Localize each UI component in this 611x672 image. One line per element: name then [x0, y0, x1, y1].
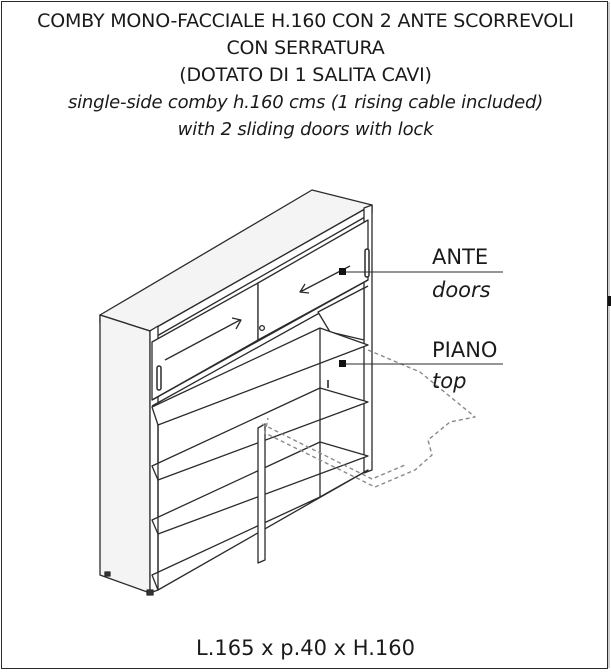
cabinet-foot-back	[105, 572, 110, 576]
cabinet-foot-left	[147, 590, 153, 595]
doors-label-italian: ANTE	[432, 245, 489, 269]
doors-callout-marker	[339, 268, 346, 275]
title-line-1: COMBY MONO-FACCIALE H.160 CON 2 ANTE SCORREVOLI	[37, 10, 574, 32]
subtitle-line-2: with 2 sliding doors with lock	[177, 119, 434, 140]
doors-label-english: doors	[432, 278, 491, 302]
center-divider	[258, 424, 265, 563]
top-label-english: top	[432, 369, 467, 393]
door-lock	[260, 326, 265, 331]
dimensions-text: L.165 x p.40 x H.160	[196, 636, 415, 660]
subtitle-line-1: single-side comby h.160 cms (1 rising cable included)	[67, 92, 544, 113]
door-handle-left	[157, 366, 161, 390]
title-line-2: CON SERRATURA	[226, 37, 385, 59]
top-label-italian: PIANO	[432, 338, 498, 362]
cabinet-left-side	[100, 315, 150, 593]
top-callout-marker	[339, 360, 346, 367]
title-line-3: (DOTATO DI 1 SALITA CAVI)	[179, 64, 432, 86]
door-handle-right	[365, 249, 369, 277]
